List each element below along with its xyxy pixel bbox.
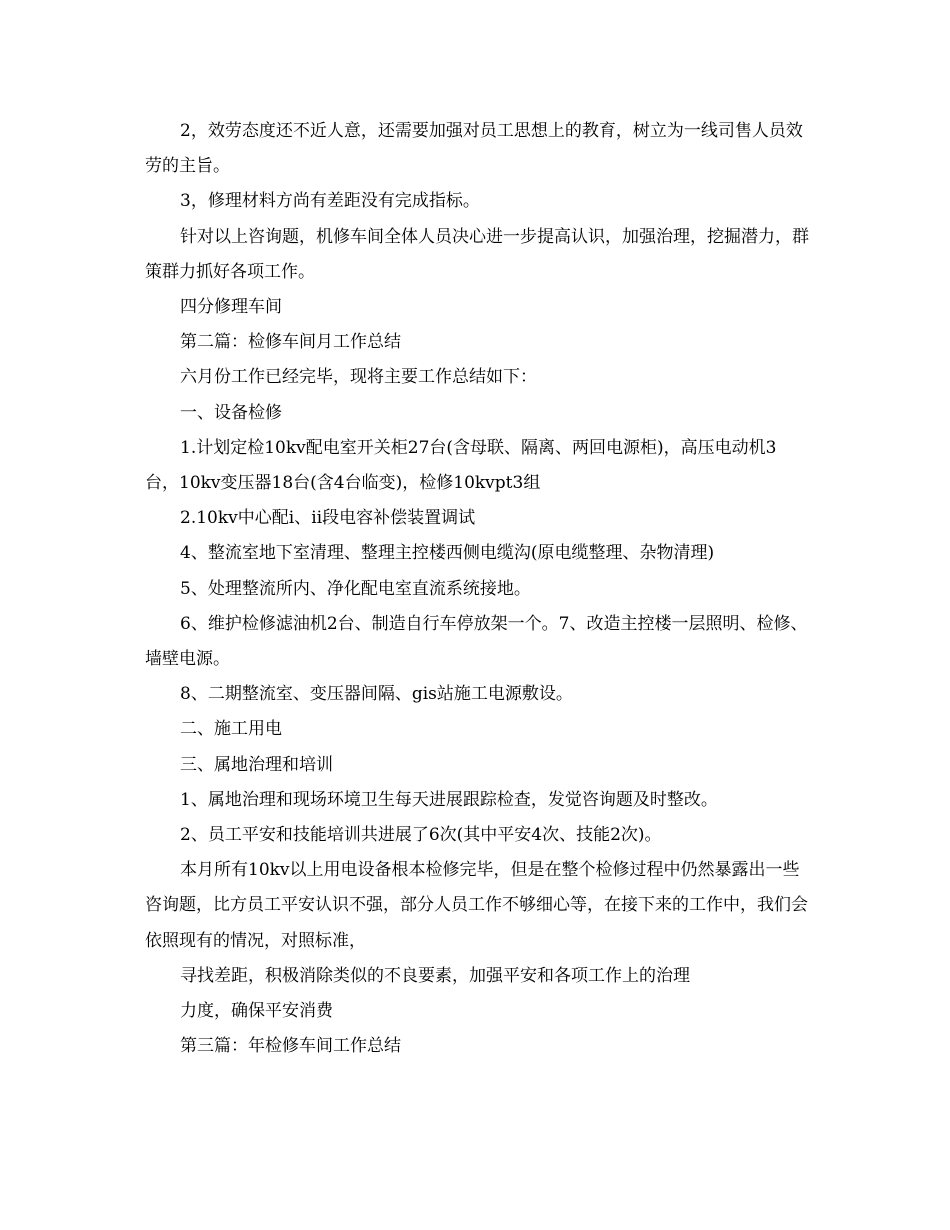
paragraph-service-attitude: 2，效劳态度还不近人意，还需要加强对员工思想上的教育，树立为一线司售人员效劳的主旨。	[145, 121, 803, 177]
paragraph-find-gaps: 寻找差距，积极消除类似的不良要素，加强平安和各项工作上的治理	[180, 965, 690, 986]
list-item-4: 4、整流室地下室清理、整理主控楼西侧电缆沟(原电缆整理、杂物清理)	[180, 543, 715, 564]
section-heading-part-two: 第二篇：检修车间月工作总结	[180, 332, 401, 353]
paragraph-repair-materials: 3，修理材料方尚有差距没有完成指标。	[180, 191, 480, 212]
paragraph-resolution: 针对以上咨询题，机修车间全体人员决心进一步提高认识，加强治理，挖掘潜力，群策群力抓好各项工作。	[145, 226, 809, 282]
list-item-training: 2、员工平安和技能培训共进展了6次(其中平安4次、技能2次)。	[180, 825, 662, 846]
paragraph-june-intro: 六月份工作已经完毕，现将主要工作总结如下：	[180, 367, 537, 388]
list-item-territory: 1、属地治理和现场环境卫生每天进展跟踪检查，发觉咨询题及时整改。	[180, 789, 718, 810]
subheading-territory-training: 三、属地治理和培训	[180, 754, 333, 775]
paragraph-ensure-safety: 力度，确保平安消费	[180, 1001, 333, 1022]
list-item-8: 8、二期整流室、变压器间隔、gis站施工电源敷设。	[180, 684, 573, 705]
paragraph-workshop-signature: 四分修理车间	[180, 297, 282, 318]
subheading-construction-power: 二、施工用电	[180, 719, 282, 740]
list-item-1: 1.计划定检10kv配电室开关柜27台(含母联、隔离、两回电源柜)，高压电动机3台，10kv变压器18台(含4台临变)，检修10kvpt3组	[145, 437, 777, 494]
list-item-6-7: 6、维护检修滤油机2台、制造自行车停放架一个。7、改造主控楼一层照明、检修、墙壁电源。	[145, 613, 808, 670]
list-item-2: 2.10kv中心配ⅰ、ⅱ段电容补偿装置调试	[180, 508, 476, 529]
list-item-5: 5、处理整流所内、净化配电室直流系统接地。	[180, 578, 531, 599]
document-body	[145, 114, 810, 1064]
paragraph-month-summary: 本月所有10kv以上用电设备根本检修完毕，但是在整个检修过程中仍然暴露出一些咨询题，比方员工平安认识不强，部分人员工作不够细心等，在接下来的工作中，我们会依照现有的情况，对照标准，	[145, 860, 808, 951]
section-heading-part-three: 第三篇：年检修车间工作总结	[180, 1036, 401, 1057]
subheading-equipment-maintenance: 一、设备检修	[180, 402, 282, 423]
